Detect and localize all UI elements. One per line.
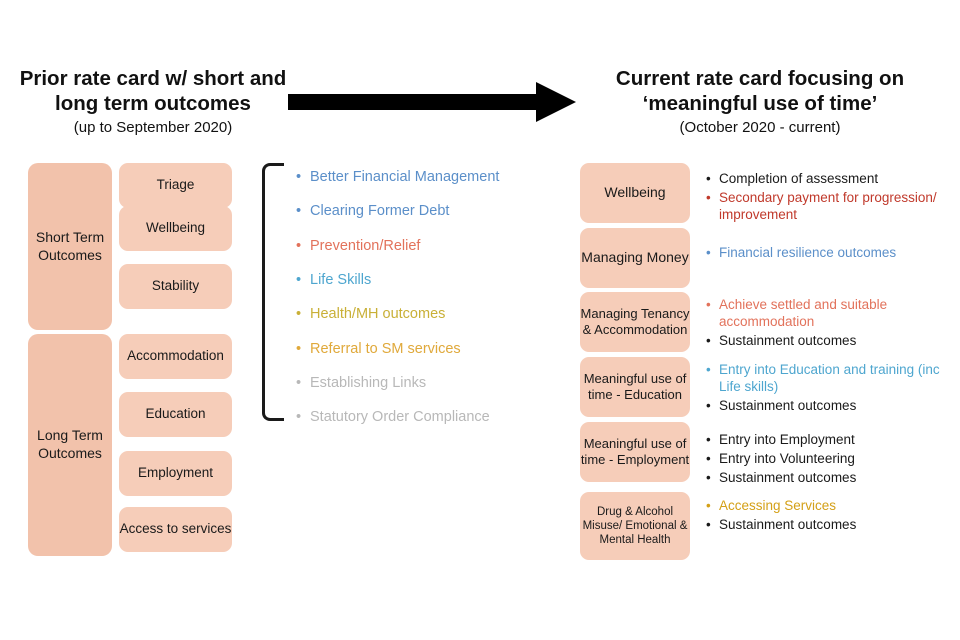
list-item — [706, 244, 956, 261]
outcome-label: Prevention/Relief — [310, 237, 421, 254]
current-box-wellbeing — [580, 163, 690, 223]
outcome-label: Better Financial Management — [310, 169, 500, 185]
list-item — [296, 340, 546, 359]
transition-arrow-icon — [288, 82, 588, 122]
left-heading-subtitle: (up to September 2020) — [73, 119, 233, 136]
current-box-meaningful-employment — [580, 422, 690, 482]
item-label: Education — [145, 406, 206, 422]
list-item — [296, 237, 546, 256]
list-item — [706, 296, 956, 330]
note-label: Entry into Employment — [719, 432, 855, 447]
item-label: Employment — [137, 465, 214, 481]
item-box-stability — [119, 264, 232, 309]
item-label: Wellbeing — [145, 220, 206, 236]
current-notes-managing-money — [706, 244, 956, 263]
item-label: Access to services — [119, 521, 232, 537]
current-box-label: Managing Money — [581, 249, 689, 266]
current-box-meaningful-education — [580, 357, 690, 417]
current-notes-meaningful-employment — [706, 431, 956, 488]
group-long-term-label: Long Term Outcomes — [37, 427, 103, 461]
right-heading-title: Current rate card focusing on ‘meaningful use of time’ — [615, 67, 905, 115]
item-box-wellbeing — [119, 206, 232, 251]
left-heading-title: Prior rate card w/ short and long term outcomes — [19, 67, 287, 115]
list-item — [296, 408, 546, 427]
current-box-managing-tenancy — [580, 292, 690, 352]
outcome-label: Establishing Links — [310, 375, 427, 392]
list-item — [706, 516, 956, 533]
list-item — [706, 469, 956, 486]
outcome-label: Life Skills — [310, 272, 372, 289]
list-item — [706, 170, 956, 187]
note-label: Entry into Volunteering — [719, 451, 855, 467]
list-item — [706, 450, 956, 467]
current-box-label: Wellbeing — [604, 184, 666, 201]
current-notes-wellbeing — [706, 170, 956, 225]
right-heading — [580, 66, 940, 137]
current-box-label: Meaningful use of time - Education — [583, 371, 687, 402]
outcome-label: Health/MH outcomes — [310, 306, 446, 323]
outcome-label: Clearing Former Debt — [310, 203, 450, 220]
item-box-triage — [119, 163, 232, 208]
item-box-access-to-services — [119, 507, 232, 552]
current-notes-drug-alcohol — [706, 497, 956, 535]
item-label: Stability — [151, 278, 200, 294]
note-label: Financial resilience outcomes — [719, 245, 897, 260]
group-short-term-outcomes — [28, 163, 112, 330]
list-item — [706, 361, 956, 395]
list-item — [706, 189, 956, 223]
outcome-label: Statutory Order Compliance — [310, 409, 490, 426]
note-label: Completion of assessment — [719, 171, 879, 186]
note-label: Sustainment outcomes — [719, 517, 857, 533]
list-item — [706, 497, 956, 514]
list-item — [706, 397, 956, 414]
note-label: Secondary payment for progression/ improvement — [719, 190, 937, 223]
current-box-managing-money — [580, 228, 690, 288]
outcome-label: Referral to SM services — [310, 340, 461, 357]
current-notes-meaningful-education — [706, 361, 956, 416]
current-notes-managing-tenancy — [706, 296, 956, 351]
list-item — [706, 431, 956, 448]
item-box-education — [119, 392, 232, 437]
arrow-shaft — [288, 94, 538, 110]
list-item — [296, 271, 546, 290]
note-label: Sustainment outcomes — [719, 470, 857, 486]
list-item — [296, 374, 546, 393]
current-box-label: Meaningful use of time - Employment — [580, 436, 690, 467]
list-item — [296, 305, 546, 324]
item-box-accommodation — [119, 334, 232, 379]
note-label: Achieve settled and suitable accommodation — [719, 297, 888, 330]
note-label: Sustainment outcomes — [719, 333, 857, 349]
grouping-bracket — [262, 163, 284, 421]
item-label: Triage — [156, 177, 195, 193]
right-heading-subtitle: (October 2020 - current) — [679, 119, 841, 136]
item-label: Accommodation — [127, 348, 224, 364]
arrow-head — [536, 82, 576, 122]
group-short-term-label: Short Term Outcomes — [35, 228, 105, 263]
item-box-employment — [119, 451, 232, 496]
current-box-drug-alcohol — [580, 492, 690, 560]
note-label: Sustainment outcomes — [719, 398, 857, 414]
group-long-term-outcomes — [28, 334, 112, 556]
left-heading — [18, 66, 288, 137]
list-item — [706, 332, 956, 349]
current-box-label: Drug & Alcohol Misuse/ Emotional & Mental Health — [582, 505, 688, 546]
current-box-label: Managing Tenancy & Accommodation — [580, 306, 690, 337]
note-label: Accessing Services — [719, 498, 837, 513]
list-item — [296, 168, 546, 187]
list-item — [296, 202, 546, 221]
note-label: Entry into Education and training (inc Life skills) — [719, 362, 940, 395]
prior-outcomes-list — [296, 168, 546, 443]
